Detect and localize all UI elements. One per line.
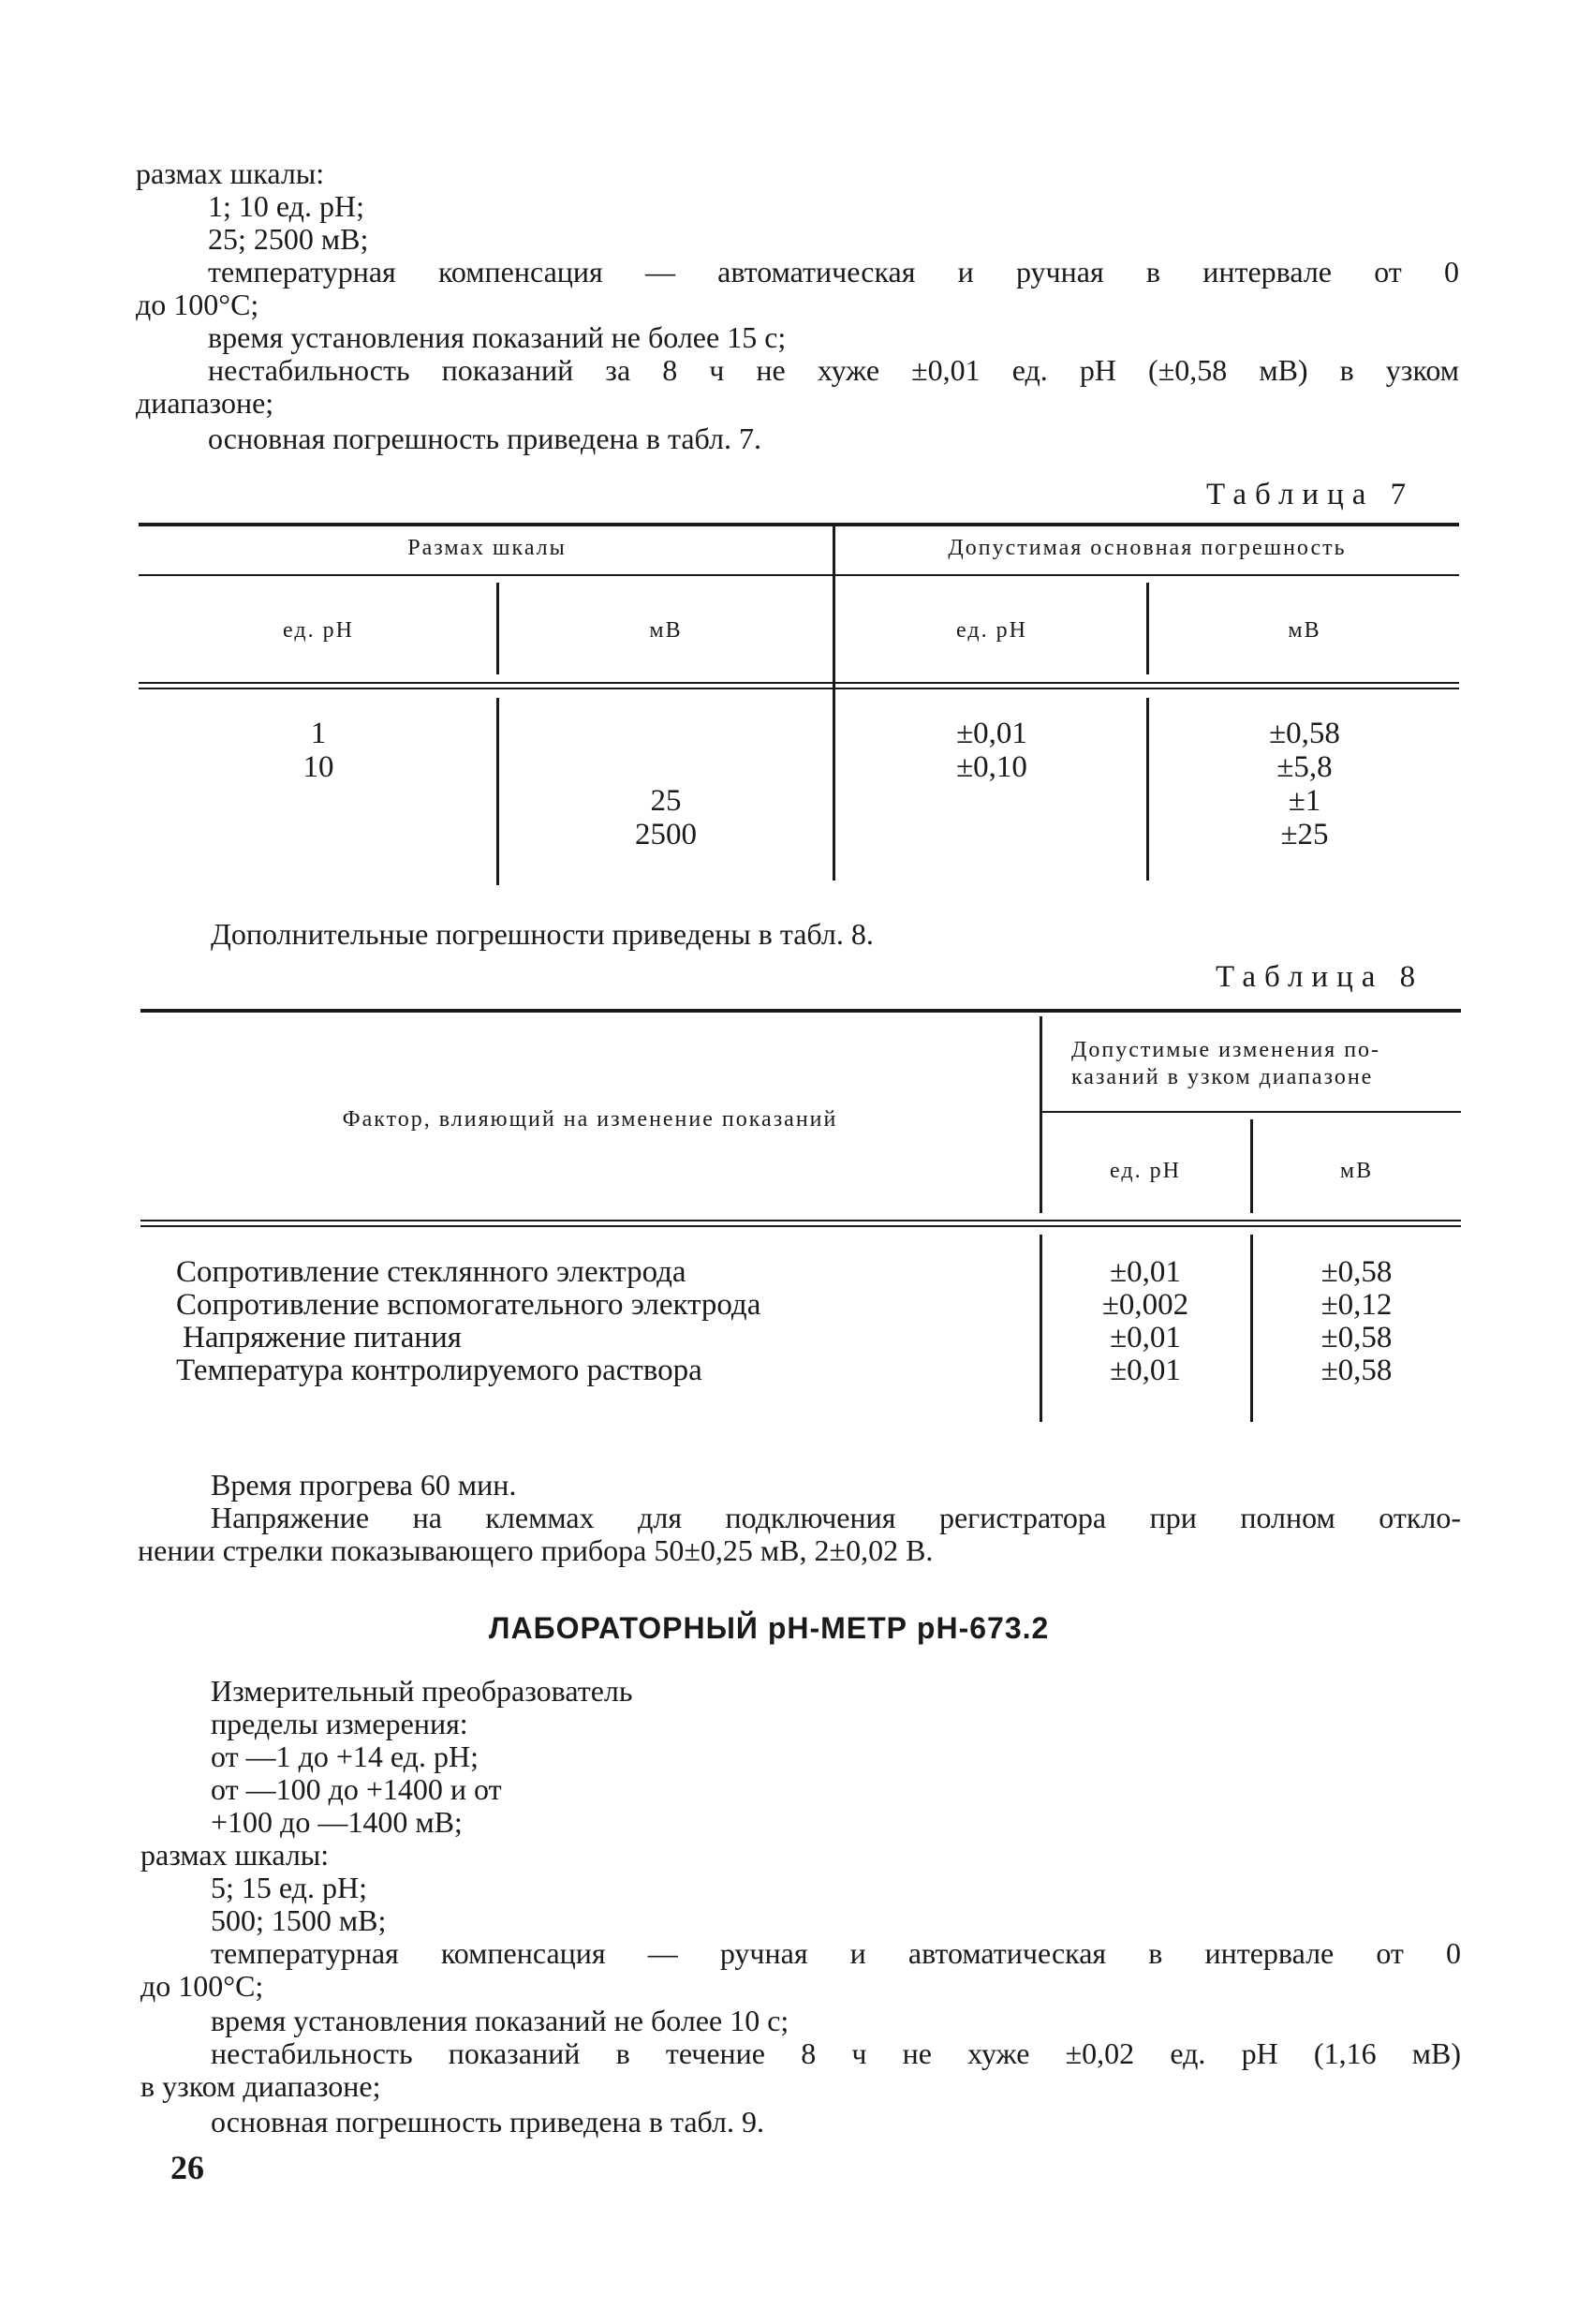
intro-line: нестабильность показаний за 8 ч не хуже ±0,01 ед. рН (±0,58 мВ) в узком xyxy=(208,353,1459,387)
table8-top-rule xyxy=(140,1009,1461,1013)
intro-line: 25; 2500 мВ; xyxy=(208,222,369,256)
table8-cell: ±0,01 xyxy=(1110,1321,1181,1354)
after-line: Напряжение на клеммах для подключения регистратора при полном откло- xyxy=(211,1501,1461,1534)
section-line: размах шкалы: xyxy=(140,1838,330,1872)
table8-divider xyxy=(1250,1119,1253,1213)
table7-caption: Таблица 7 xyxy=(1206,478,1415,511)
section-line: нестабильность показаний в течение 8 ч не хуже ±0,02 ед. рН (1,16 мВ) xyxy=(211,2036,1461,2070)
section-line: от —1 до +14 ед. рН; xyxy=(211,1739,479,1773)
between-text: Дополнительные погрешности приведены в табл. 8. xyxy=(211,917,874,951)
section-line: температурная компенсация — ручная и автоматическая в интервале от 0 xyxy=(211,1936,1461,1970)
table7-cell: 1 xyxy=(310,717,327,750)
section-line: от —100 до +1400 и от xyxy=(211,1772,502,1806)
table7-cell: ±5,8 xyxy=(1276,750,1333,784)
table7-cell: ±0,58 xyxy=(1269,717,1340,750)
table8-factor: Температура контролируемого раствора xyxy=(176,1354,702,1387)
section-heading: ЛАБОРАТОРНЫЙ рН-МЕТР рН-673.2 xyxy=(489,1611,1050,1645)
table7-header-rule xyxy=(139,682,1459,684)
intro-line: температурная компенсация — автоматическая и ручная в интервале от 0 xyxy=(208,255,1459,289)
table8-cell: ±0,12 xyxy=(1320,1288,1393,1322)
table7-group-range: Размах шкалы xyxy=(407,536,567,560)
intro-line: размах шкалы: xyxy=(136,156,325,190)
table7-divider xyxy=(1146,583,1149,674)
table8-factor: Сопротивление стеклянного электрода xyxy=(176,1255,686,1289)
table8-group-line: казаний в узком диапазоне xyxy=(1071,1065,1374,1089)
table8-cell: ±0,58 xyxy=(1320,1321,1393,1354)
table7-top-rule xyxy=(139,523,1459,526)
table8-cell: ±0,58 xyxy=(1320,1255,1393,1289)
table8-header-rule xyxy=(140,1225,1461,1227)
table7-cell: 25 xyxy=(650,784,682,818)
table7-cell: ±25 xyxy=(1280,818,1329,851)
section-line: основная погрешность приведена в табл. 9. xyxy=(211,2105,764,2139)
table8-caption: Таблица 8 xyxy=(1216,960,1424,994)
table8-cell: ±0,01 xyxy=(1110,1354,1181,1387)
table8-group-rule xyxy=(1041,1111,1461,1113)
section-line: Измерительный преобразователь xyxy=(211,1674,633,1708)
table8-col-mv: мВ xyxy=(1339,1159,1374,1183)
table8-divider xyxy=(1040,1016,1042,1213)
page-number: 26 xyxy=(170,2149,204,2186)
table7-group-rule xyxy=(139,574,1459,576)
section-line: 500; 1500 мВ; xyxy=(211,1903,387,1937)
section-line: до 100°С; xyxy=(140,1969,264,2003)
table7-col-err-ph: ед. рН xyxy=(956,618,1027,643)
table7-cell: ±1 xyxy=(1288,784,1321,818)
after-line: Время прогрева 60 мин. xyxy=(211,1468,517,1502)
section-line: +100 до —1400 мВ; xyxy=(211,1805,463,1839)
table7-cell: 2500 xyxy=(635,818,697,851)
section-line: в узком диапазоне; xyxy=(140,2069,381,2103)
table8-factor: Сопротивление вспомогательного электрода xyxy=(176,1288,761,1322)
after-line: нении стрелки показывающего прибора 50±0,25 мВ, 2±0,02 В. xyxy=(138,1533,934,1567)
table7-col-range-ph: ед. рН xyxy=(283,618,354,643)
section-line: пределы измерения: xyxy=(211,1707,468,1740)
table8-cell: ±0,002 xyxy=(1101,1288,1189,1322)
table8-cell: ±0,01 xyxy=(1110,1255,1181,1289)
table7-cell: ±0,01 xyxy=(956,717,1027,750)
intro-line: время установления показаний не более 15 с; xyxy=(208,320,787,354)
table8-factor: Напряжение питания xyxy=(183,1321,462,1354)
table7-header-rule xyxy=(139,688,1459,689)
table8-col-ph: ед. рН xyxy=(1110,1159,1181,1183)
intro-line: диапазоне; xyxy=(136,386,274,420)
intro-line: 1; 10 ед. рН; xyxy=(208,189,364,223)
intro-line: до 100°С; xyxy=(136,288,259,321)
table7-group-error: Допустимая основная погрешность xyxy=(948,536,1347,560)
table7-divider xyxy=(496,583,499,674)
section-line: время установления показаний не более 10 с; xyxy=(211,2004,789,2037)
intro-line: основная погрешность приведена в табл. 7. xyxy=(208,422,761,455)
table7-cell: ±0,10 xyxy=(956,750,1027,784)
table8-col-factor: Фактор, влияющий на изменение показаний xyxy=(342,1107,838,1132)
table8-cell: ±0,58 xyxy=(1320,1354,1393,1387)
table8-header-rule xyxy=(140,1220,1461,1221)
table7-cell: 10 xyxy=(302,750,334,784)
table8-group-line: Допустимые изменения по- xyxy=(1071,1038,1381,1062)
table7-col-range-mv: мВ xyxy=(649,618,683,643)
table7-col-err-mv: мВ xyxy=(1288,618,1321,643)
section-line: 5; 15 ед. рН; xyxy=(211,1871,367,1904)
